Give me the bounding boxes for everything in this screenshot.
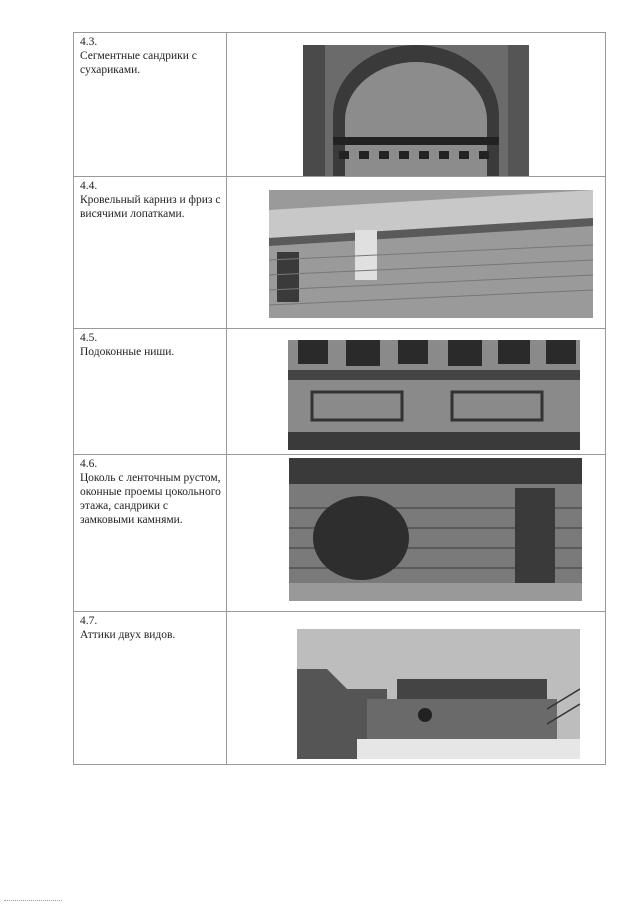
photo-cell <box>227 455 606 612</box>
row-description: Сегментные сандрики с сухариками. <box>80 50 197 76</box>
row-description: Аттики двух видов. <box>80 629 176 641</box>
label-cell <box>74 33 227 177</box>
row-number: 4.7. <box>80 615 98 627</box>
row-number: 4.4. <box>80 180 98 192</box>
row-description: Цоколь с ленточным рустом, оконные проемы цокольного этажа, сандрики с замковыми камнями. <box>80 472 221 526</box>
label-cell <box>74 455 227 612</box>
table-row <box>74 33 606 177</box>
attics-photo <box>297 629 580 759</box>
photo-cell <box>227 33 606 177</box>
table-row <box>74 329 606 455</box>
window-niches-photo <box>288 340 580 450</box>
plinth-rustication-photo <box>289 458 582 601</box>
photo-cell <box>227 329 606 455</box>
label-cell <box>74 329 227 455</box>
label-cell <box>74 612 227 765</box>
table-row <box>74 612 606 765</box>
row-number: 4.3. <box>80 36 98 48</box>
roof-cornice-photo <box>269 190 593 318</box>
photo-cell <box>227 177 606 329</box>
segmental-pediment-photo <box>303 45 529 176</box>
row-description: Подоконные ниши. <box>80 346 175 358</box>
table-row <box>74 177 606 329</box>
document-table <box>73 32 606 765</box>
footer-mark <box>4 900 62 901</box>
photo-cell <box>227 612 606 765</box>
row-description: Кровельный карниз и фриз с висячими лопатками. <box>80 194 221 220</box>
row-number: 4.5. <box>80 332 98 344</box>
table-row <box>74 455 606 612</box>
row-number: 4.6. <box>80 458 98 470</box>
label-cell <box>74 177 227 329</box>
